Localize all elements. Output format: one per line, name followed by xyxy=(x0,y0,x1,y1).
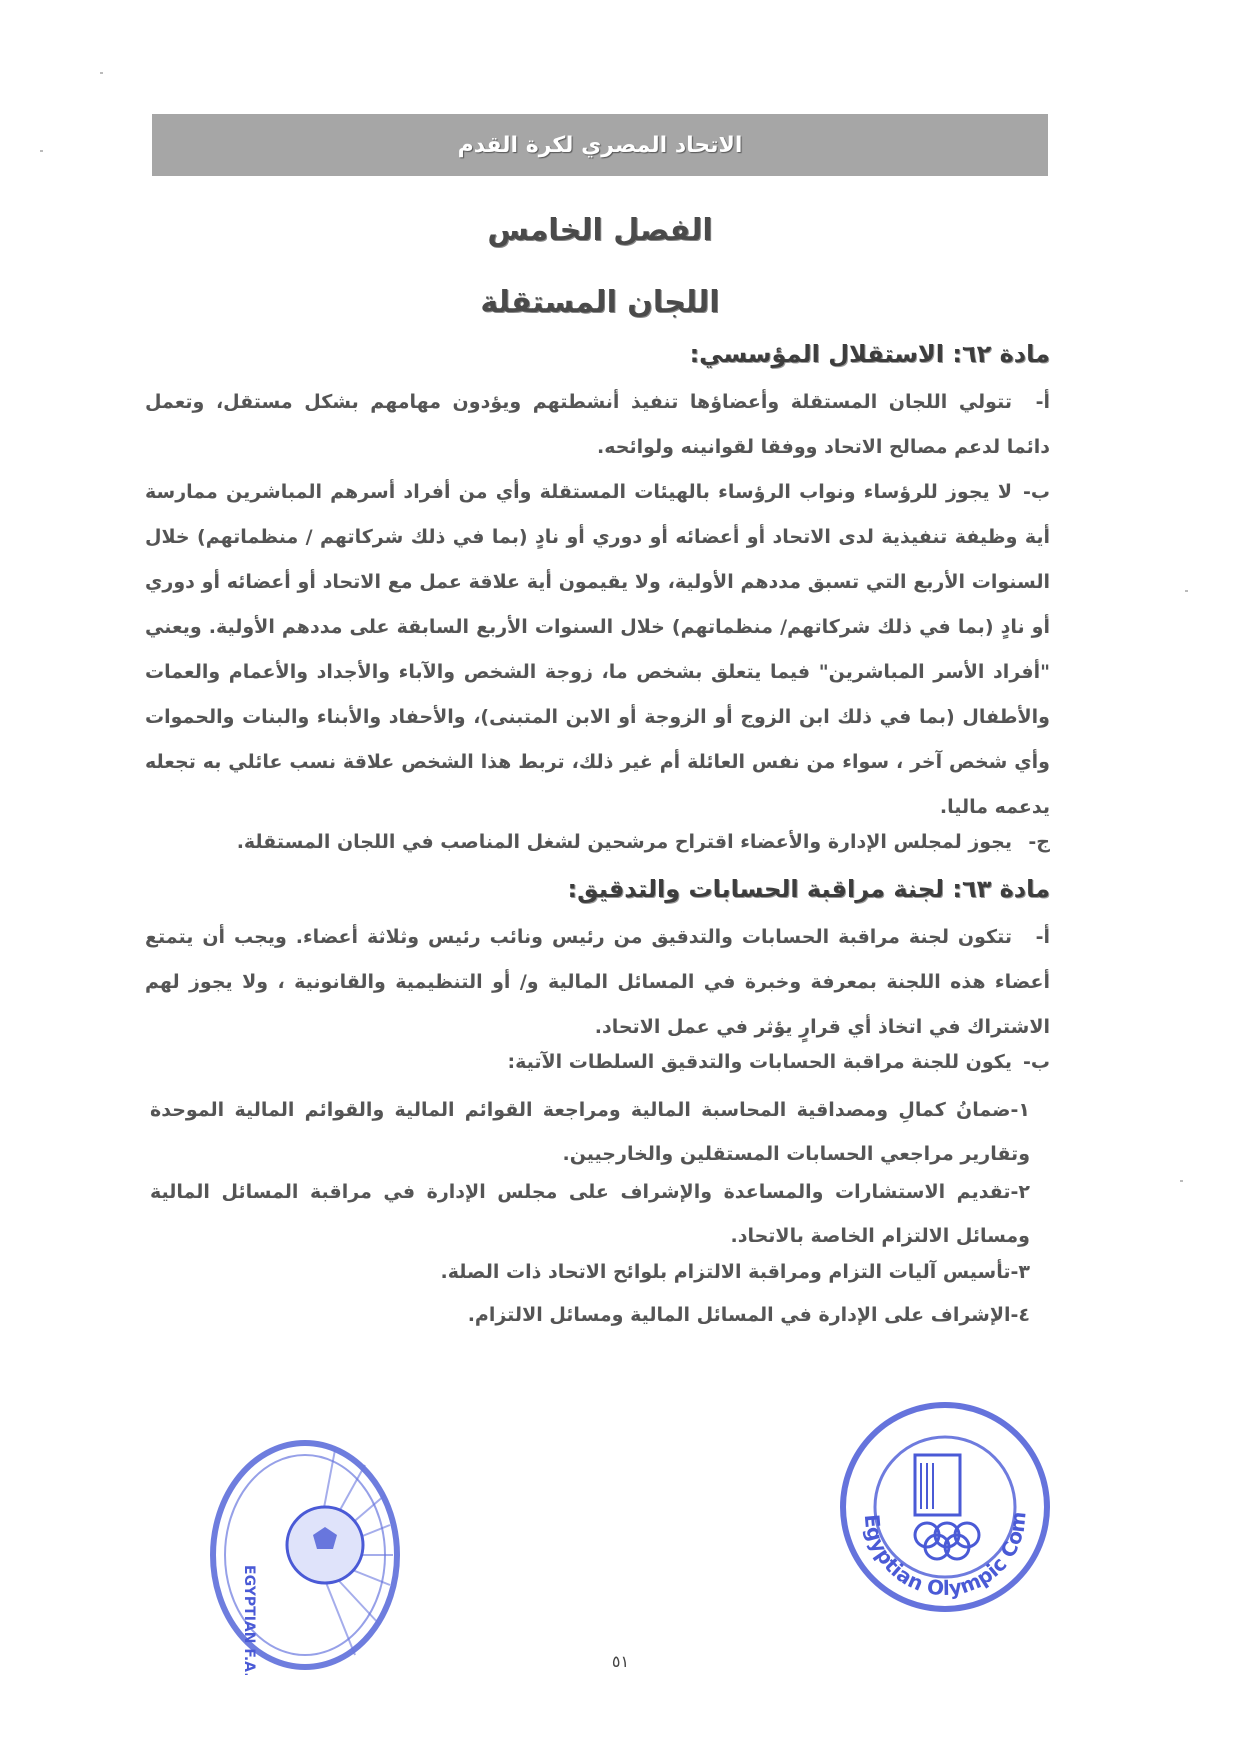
header-band xyxy=(152,114,1048,176)
article-63-heading: مادة ٦٣: لجنة مراقبة الحسابات والتدقيق: xyxy=(567,875,1050,903)
organization-name: الاتحاد المصري لكرة القدم xyxy=(457,132,743,158)
olympic-committee-seal-icon xyxy=(835,1395,1050,1620)
clause-text: يجوز لمجلس الإدارة والأعضاء اقتراح مرشحين لشغل المناصب في اللجان المستقلة. xyxy=(236,831,1012,853)
item-text: تقديم الاستشارات والمساعدة والإشراف على مجلس الإدارة في مراقبة المسائل المالية ومسائل الالتزام الخاصة بالاتحاد. xyxy=(150,1181,1030,1247)
stamp-right-text: Egyptian Olympic Com xyxy=(859,1510,1031,1601)
football-association-stamp xyxy=(205,1435,405,1675)
article-63-item-2 xyxy=(150,1170,1030,1258)
clause-label: أ- xyxy=(1035,391,1050,413)
item-text: ضمانُ كمالِ ومصداقية المحاسبة المالية ومراجعة القوائم المالية والقوائم المالية الموحدة وتقارير مراجعي الحسابات المستقلين والخارجيين. xyxy=(150,1099,1030,1165)
clause-label: أ- xyxy=(1035,926,1050,948)
article-63-item-1 xyxy=(150,1088,1030,1176)
article-62-clause-a xyxy=(145,380,1050,470)
chapter-title: الفصل الخامس xyxy=(487,213,713,248)
clause-label: ج- xyxy=(1028,831,1050,853)
section-title: اللجان المستقلة xyxy=(480,285,720,320)
clause-label: ب- xyxy=(1023,481,1050,503)
item-label: ٤- xyxy=(1010,1304,1030,1326)
article-62-clause-c xyxy=(145,820,1050,865)
article-62-clause-b xyxy=(145,470,1050,830)
scan-speck xyxy=(100,72,103,74)
article-63-clause-b xyxy=(145,1040,1050,1085)
olympic-committee-stamp xyxy=(835,1395,1050,1620)
article-62-heading: مادة ٦٢: الاستقلال المؤسسي: xyxy=(689,340,1050,368)
stamp-left-text: EGYPTIAN F.A. xyxy=(241,1565,257,1675)
clause-text: لا يجوز للرؤساء ونواب الرؤساء بالهيئات المستقلة وأي من أفراد أسرهم المباشرين ممارسة أية وظيفة تنفيذية لدى الاتحاد أو أعضائه أو دوري أو نادٍ (بما في ذلك شركاتهم / منظماتهم) خلال السنوات الأربع التي تسبق مددهم الأولية، ولا يقيمون أية علاقة عمل مع الاتحاد أو أعضائه أو دوري أو نادٍ (بما في ذلك شركاتهم/ منظماتهم) خلال السنوات الأربع السابقة على مددهم الأولية. ويعني "أفراد الأسر المباشرين" فيما يتعلق بشخص ما، زوجة الشخص والآباء والأجداد والأعمام والعمات والأطفال (بما في ذلك ابن الزوج أو الزوجة أو الابن المتبنى)، والأحفاد والأبناء والبنات والحموات وأي شخص آخر ، سواء من نفس العائلة أم غير ذلك، تربط هذا الشخص علاقة نسب عائلي به تجعله يدعمه ماليا. xyxy=(145,481,1050,818)
item-label: ٣- xyxy=(1010,1261,1030,1283)
article-63-item-3 xyxy=(150,1250,1030,1294)
item-text: الإشراف على الإدارة في المسائل المالية ومسائل الالتزام. xyxy=(467,1304,1011,1326)
clause-text: تتكون لجنة مراقبة الحسابات والتدقيق من رئيس ونائب رئيس وثلاثة أعضاء. ويجب أن يتمتع أعضاء هذه اللجنة بمعرفة وخبرة في المسائل المالية و/ أو التنظيمية والقانونية ، ولا يجوز لهم الاشتراك في اتخاذ أي قرارٍ يؤثر في عمل الاتحاد. xyxy=(145,926,1050,1038)
scan-speck xyxy=(1185,590,1188,592)
item-label: ١- xyxy=(1010,1099,1030,1121)
scan-speck xyxy=(40,150,43,152)
football-association-seal-icon xyxy=(205,1435,405,1675)
article-63-item-4 xyxy=(150,1293,1030,1337)
item-label: ٢- xyxy=(1010,1181,1030,1203)
clause-label: ب- xyxy=(1023,1051,1050,1073)
clause-text: يكون للجنة مراقبة الحسابات والتدقيق السلطات الآتية: xyxy=(507,1051,1012,1073)
clause-text: تتولي اللجان المستقلة وأعضاؤها تنفيذ أنشطتهم ويؤدون مهامهم بشكل مستقل، وتعمل دائما لدعم مصالح الاتحاد ووفقا لقوانينه ولوائحه. xyxy=(145,391,1050,458)
article-63-clause-a xyxy=(145,915,1050,1050)
page-number: ٥١ xyxy=(611,1652,630,1671)
item-text: تأسيس آليات التزام ومراقبة الالتزام بلوائح الاتحاد ذات الصلة. xyxy=(440,1261,1011,1283)
scan-speck xyxy=(1180,1180,1183,1182)
